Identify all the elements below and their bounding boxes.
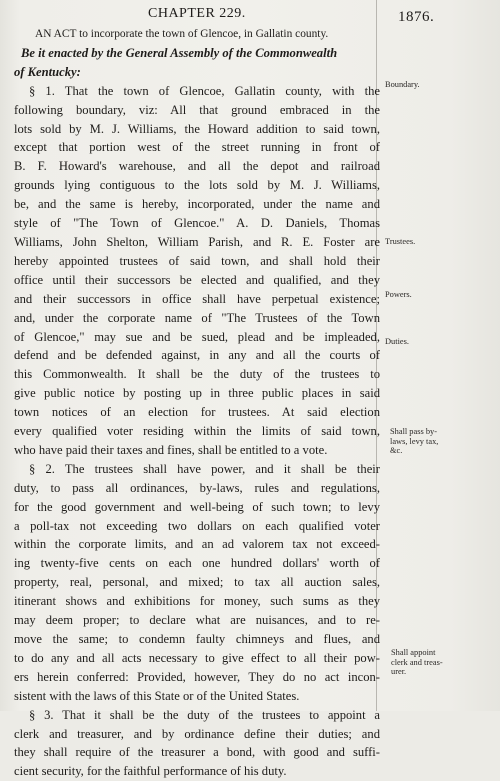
section-1-line: and their successors in office shall have perpetual existence; (14, 291, 380, 306)
section-1-line: and, under the corporate name of "The Trustees of the Town (14, 310, 380, 325)
section-1-line: style of "The Town of Glencoe." A. D. Daniels, Thomas (14, 216, 380, 231)
margin-note-line: Shall pass by- (390, 427, 437, 436)
margin-note-line: Duties. (385, 337, 409, 346)
margin-note-line: urer. (391, 667, 407, 676)
section-1-line: except that portion west of the street running in front of (14, 140, 380, 155)
section-3-line: cient security, for the faithful performance of his duty. (14, 764, 287, 779)
section-3-line: § 3. That it shall be the duty of the trustees to appoint a (29, 707, 380, 722)
section-1-line: who have paid their taxes and fines, shall be entitled to a vote. (14, 442, 328, 457)
margin-note-shall-appoint (391, 648, 471, 677)
margin-note-duties (385, 337, 465, 347)
year-heading: 1876. (398, 9, 435, 25)
section-2-line: may deem proper; to declare what are nuisances, and to re- (14, 613, 380, 628)
section-2-line: § 2. The trustees shall have power, and it shall be their (29, 461, 380, 476)
margin-note-trustees (385, 237, 465, 247)
section-2-line: within the corporate limits, and an ad valorem tax not exceed- (14, 537, 380, 552)
section-1-line: defend and be defended against, in any and all the courts of (14, 348, 380, 363)
margin-note-line: Trustees. (385, 237, 416, 246)
section-1-line: hereby appointed trustees of said town, and shall hold their (14, 253, 380, 268)
section-2-line: a poll-tax not exceeding two dollars on each qualified voter (14, 518, 380, 533)
margin-note-line: Shall appoint (391, 648, 436, 657)
section-1-line: town notices of an election for trustees. At said election (14, 405, 380, 420)
margin-note-powers (385, 290, 465, 300)
margin-note-shall-pass (390, 427, 470, 456)
section-1-line: following boundary, viz: All that ground embraced in the (14, 102, 380, 117)
margin-note-line: Boundary. (385, 80, 420, 89)
section-2-line: to do any and all acts necessary to give effect to all their pow- (14, 650, 380, 665)
enacting-clause-line: of Kentucky: (14, 64, 81, 79)
section-1-line: this Commonwealth. It shall be the duty of the trustees to (14, 367, 380, 382)
section-1-line: every qualified voter residing within the limits of said town, (14, 424, 380, 439)
margin-note-line: Powers. (385, 290, 412, 299)
margin-note-boundary (385, 80, 465, 90)
section-1-line: Williams, John Shelton, William Parish, and R. E. Foster are (14, 234, 380, 249)
section-1-line: § 1. That the town of Glencoe, Gallatin county, with the (29, 83, 380, 98)
section-1-line: lots sold by M. J. Williams, the Howard addition to said town, (14, 121, 380, 136)
section-2-line: for the good government and well-being of such town; to levy (14, 499, 380, 514)
section-2-line: ing twenty-five cents on each one hundred dollars' worth of (14, 556, 380, 571)
act-title: AN ACT to incorporate the town of Glencoe, in Gallatin county. (35, 28, 329, 40)
section-1-line: office until their successors be elected and qualified, and they (14, 272, 380, 287)
section-1-line: be, and the same is hereby, incorporated, under the name and (14, 197, 380, 212)
section-2-line: sistent with the laws of this State or of the United States. (14, 688, 300, 703)
margin-note-line: laws, levy tax, (390, 436, 439, 446)
section-3-line: clerk and treasurer, and by ordinance define their duties; and (14, 726, 380, 741)
enacting-clause-line: Be it enacted by the General Assembly of the Commonwealth (21, 45, 338, 60)
section-2-line: itinerant shows and exhibitions for money, such sums as they (14, 594, 380, 609)
section-1-line: grounds lying contiguous to the lots sold by M. J. Williams, (14, 178, 380, 193)
margin-note-line: &c. (390, 446, 403, 455)
page-header (0, 6, 500, 26)
section-2-line: property, real, personal, and mixed; to tax all auction sales, (14, 575, 380, 590)
margin-note-line: clerk and treas- (391, 657, 443, 667)
chapter-heading: CHAPTER 229. (148, 6, 246, 21)
section-1-line: of Glencoe," may sue and be sued, plead and be impleaded, (14, 329, 380, 344)
section-1-line: B. F. Howard's warehouse, and all the depot and railroad (14, 159, 380, 174)
section-2-line: move the same; to condemn faulty chimneys and flues, and (14, 632, 380, 646)
statute-text (14, 25, 380, 781)
section-2-line: duty, to pass all ordinances, by-laws, rules and regulations, (14, 480, 380, 495)
section-3-line: they shall require of the treasurer a bond, with good and suffi- (14, 745, 380, 760)
section-1-line: give public notice by posting up in three public places in said (14, 386, 380, 401)
section-2-line: ers herein conferred: Provided, however, They do no act incon- (14, 669, 380, 684)
